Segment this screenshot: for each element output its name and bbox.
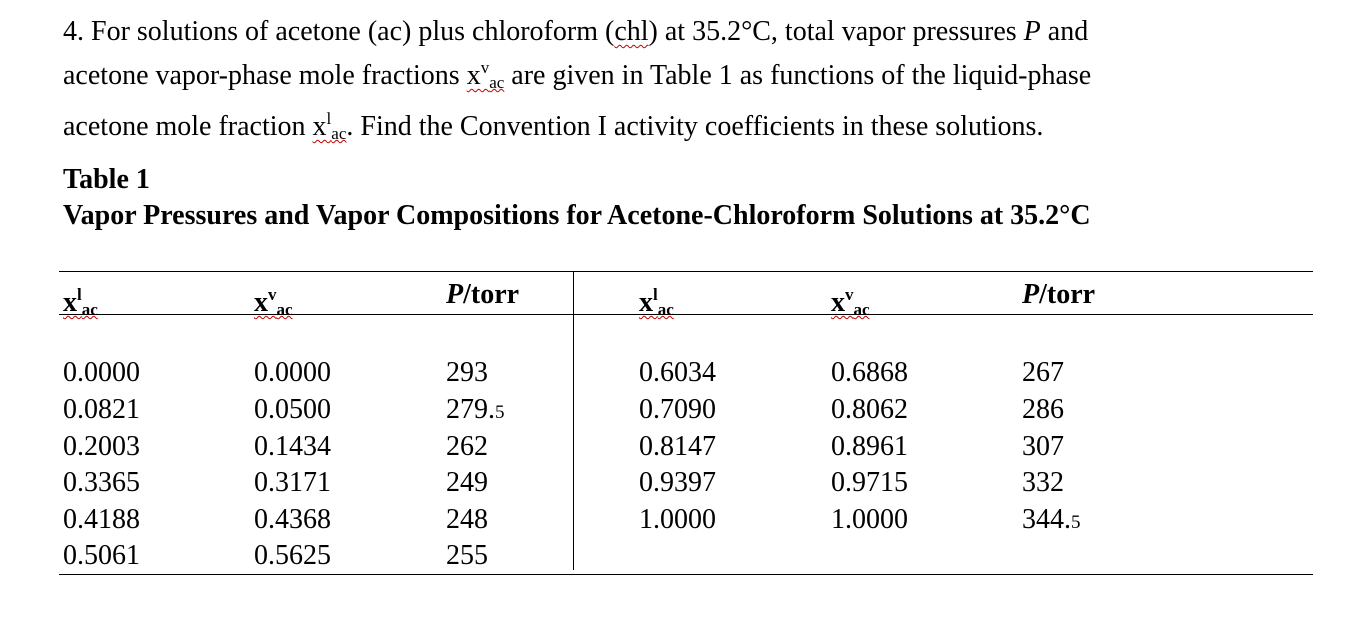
cell-xl: 0.3365 xyxy=(63,467,140,498)
problem-text: and xyxy=(1040,16,1089,47)
cell-xl: 0.2003 xyxy=(63,431,140,462)
cell-p-decimal: 5 xyxy=(1071,512,1081,533)
cell-p-decimal: 5 xyxy=(495,402,505,423)
data-table xyxy=(59,271,1313,576)
problem-line-2 xyxy=(63,50,1303,101)
cell-xv: 0.4368 xyxy=(254,504,331,535)
cell-xv: 0.8961 xyxy=(831,431,908,462)
problem-line-1 xyxy=(63,14,1303,50)
problem-text: . Find the Convention I activity coefficients in these solutions. xyxy=(346,111,1044,142)
ac-subscript: ac xyxy=(853,300,870,319)
cell-p: 293 xyxy=(446,357,488,388)
header-x-liquid xyxy=(639,279,674,326)
cell-xv: 0.8062 xyxy=(831,394,908,425)
x-symbol: x xyxy=(831,287,845,318)
cell-p: 248 xyxy=(446,504,488,535)
header-x-vapor xyxy=(831,279,870,326)
cell-xl: 0.4188 xyxy=(63,504,140,535)
header-pressure xyxy=(446,279,519,311)
cell-p: 286 xyxy=(1022,394,1064,425)
l-superscript: l xyxy=(653,285,658,304)
x-symbol: x xyxy=(639,287,653,318)
problem-text: For solutions of acetone (ac) plus chloroform ( xyxy=(91,16,615,47)
table-bottom-rule xyxy=(59,574,1313,575)
cell-xv: 0.1434 xyxy=(254,431,331,462)
x-symbol: x xyxy=(466,60,481,91)
problem-text: ) at 35.2°C, total vapor pressures xyxy=(648,16,1024,47)
problem-statement xyxy=(63,14,1303,152)
problem-text: acetone vapor-phase mole fractions xyxy=(63,60,467,91)
cell-xv: 0.3171 xyxy=(254,467,331,498)
cell-p: 267 xyxy=(1022,357,1064,388)
unit-label: /torr xyxy=(1039,279,1096,310)
ac-subscript: ac xyxy=(331,124,347,143)
cell-p xyxy=(1022,504,1081,539)
problem-text: are given in Table 1 as functions of the liquid-phase xyxy=(504,60,1092,91)
cell-xl: 0.7090 xyxy=(639,394,716,425)
cell-xv: 0.6868 xyxy=(831,357,908,388)
header-x-liquid xyxy=(63,279,98,326)
cell-p xyxy=(446,394,505,429)
x-symbol: x xyxy=(254,287,268,318)
pressure-symbol: P xyxy=(1023,16,1041,47)
problem-line-3 xyxy=(63,101,1303,152)
cell-p: 307 xyxy=(1022,431,1064,462)
cell-p-int: 279. xyxy=(446,394,495,425)
cell-xl: 0.8147 xyxy=(639,431,716,462)
ac-subscript: ac xyxy=(657,300,674,319)
cell-p: 332 xyxy=(1022,467,1064,498)
table-header-rule xyxy=(59,314,1313,315)
liquid-fraction-symbol xyxy=(313,111,347,142)
x-symbol: x xyxy=(312,111,327,142)
v-superscript: v xyxy=(480,58,490,77)
cell-xl: 0.0000 xyxy=(63,357,140,388)
table-title: Table 1 xyxy=(63,164,150,195)
table-divider xyxy=(573,271,574,570)
x-symbol: x xyxy=(63,287,77,318)
cell-xl: 0.6034 xyxy=(639,357,716,388)
cell-xv: 0.0000 xyxy=(254,357,331,388)
pressure-symbol: P xyxy=(1022,279,1040,310)
ac-subscript: ac xyxy=(81,300,98,319)
cell-p-int: 344. xyxy=(1022,504,1071,535)
v-superscript: v xyxy=(845,285,854,304)
cell-p: 262 xyxy=(446,431,488,462)
cell-xv: 0.0500 xyxy=(254,394,331,425)
table-caption: Vapor Pressures and Vapor Compositions for Acetone-Chloroform Solutions at 35.2°C xyxy=(63,200,1091,231)
problem-number: 4. xyxy=(63,16,84,47)
cell-xl: 0.0821 xyxy=(63,394,140,425)
cell-xv: 1.0000 xyxy=(831,504,908,535)
header-x-vapor xyxy=(254,279,293,326)
pressure-symbol: P xyxy=(446,279,464,310)
cell-p: 249 xyxy=(446,467,488,498)
ac-subscript: ac xyxy=(489,73,505,92)
table-top-rule xyxy=(59,271,1313,272)
cell-xl: 0.9397 xyxy=(639,467,716,498)
v-superscript: v xyxy=(268,285,277,304)
vapor-fraction-symbol xyxy=(467,60,505,91)
cell-p: 255 xyxy=(446,540,488,571)
cell-xv: 0.9715 xyxy=(831,467,908,498)
l-superscript: l xyxy=(77,285,82,304)
l-superscript: l xyxy=(326,109,332,128)
cell-xl: 0.5061 xyxy=(63,540,140,571)
chl-abbrev: chl xyxy=(614,16,649,47)
cell-xl: 1.0000 xyxy=(639,504,716,535)
cell-xv: 0.5625 xyxy=(254,540,331,571)
header-pressure xyxy=(1022,279,1095,311)
ac-subscript: ac xyxy=(276,300,293,319)
problem-text: acetone mole fraction xyxy=(63,111,313,142)
unit-label: /torr xyxy=(463,279,520,310)
